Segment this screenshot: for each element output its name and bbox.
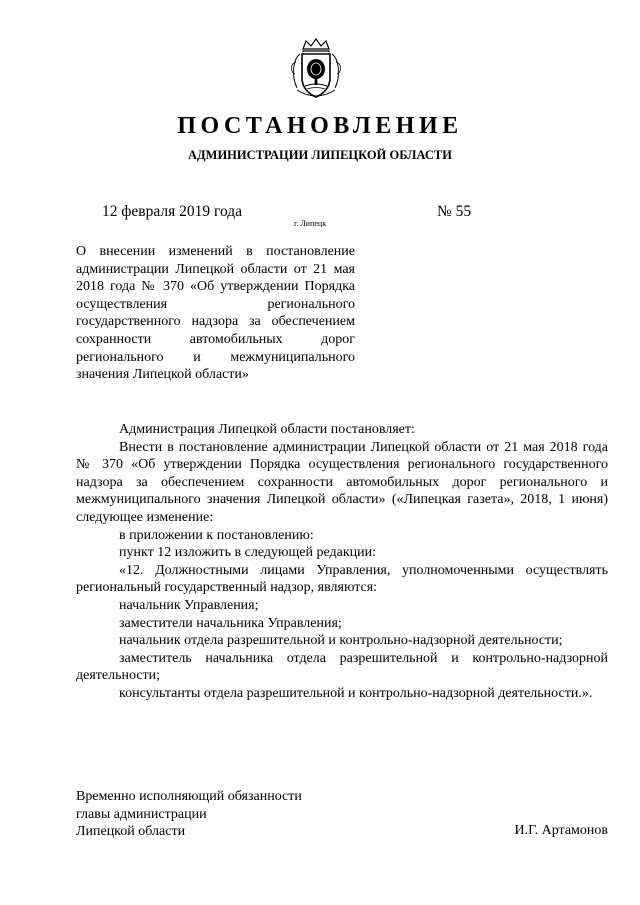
body-paragraph: в приложении к постановлению: bbox=[119, 527, 314, 543]
body-paragraph: Администрация Липецкой области постановляет: bbox=[119, 422, 415, 437]
document-number: № 55 bbox=[437, 203, 472, 220]
document-body bbox=[76, 421, 608, 703]
document-title: ПОСТАНОВЛЕНИЕ bbox=[177, 113, 463, 139]
body-paragraph: заместители начальника Управления; bbox=[119, 615, 342, 631]
body-paragraph: начальник Управления; bbox=[119, 597, 259, 613]
body-paragraph: начальник отдела разрешительной и контрольно-надзорной деятельности; bbox=[119, 633, 563, 649]
body-paragraph: Внести в постановление администрации Липецкой области от 21 мая 2018 года № 370 «Об утверждении Порядка осуществления регионального государственного надзора за обеспечением сохранности автомобильных дорог регионального и межмуниципального значения Липецкой области» («Липецкая газета», 2018, 1 июня) следующее изменение: bbox=[76, 439, 608, 525]
document-city: г. Липецк bbox=[294, 219, 327, 228]
body-paragraph: консультанты отдела разрешительной и контрольно-надзорной деятельности.». bbox=[119, 685, 593, 701]
document-date: 12 февраля 2019 года bbox=[102, 203, 243, 220]
signatory-position-line: главы администрации bbox=[76, 806, 207, 822]
signatory-position-line: Временно исполняющий обязанности bbox=[76, 789, 302, 804]
body-paragraph: «12. Должностными лицами Управления, уполномоченными осуществлять региональный государственный надзор, являются: bbox=[76, 562, 608, 596]
body-paragraph: заместитель начальника отдела разрешительной и контрольно-надзорной деятельности; bbox=[76, 650, 608, 684]
body-paragraph: пункт 12 изложить в следующей редакции: bbox=[119, 545, 376, 561]
document-subject: О внесении изменений в постановление администрации Липецкой области от 21 мая 2018 года № 370 «Об утверждении Порядка осуществления регионального государственного надзора за обеспечением сохранности автомобильных дорог регионального и межмуниципального значения Липецкой области» bbox=[76, 244, 355, 383]
document-issuer: АДМИНИСТРАЦИИ ЛИПЕЦКОЙ ОБЛАСТИ bbox=[188, 148, 452, 162]
signatory-position-line: Липецкой области bbox=[76, 824, 186, 840]
signatory-position bbox=[76, 788, 302, 841]
coat-of-arms-icon bbox=[287, 38, 345, 102]
signatory-name: И.Г. Артамонов bbox=[514, 823, 608, 838]
